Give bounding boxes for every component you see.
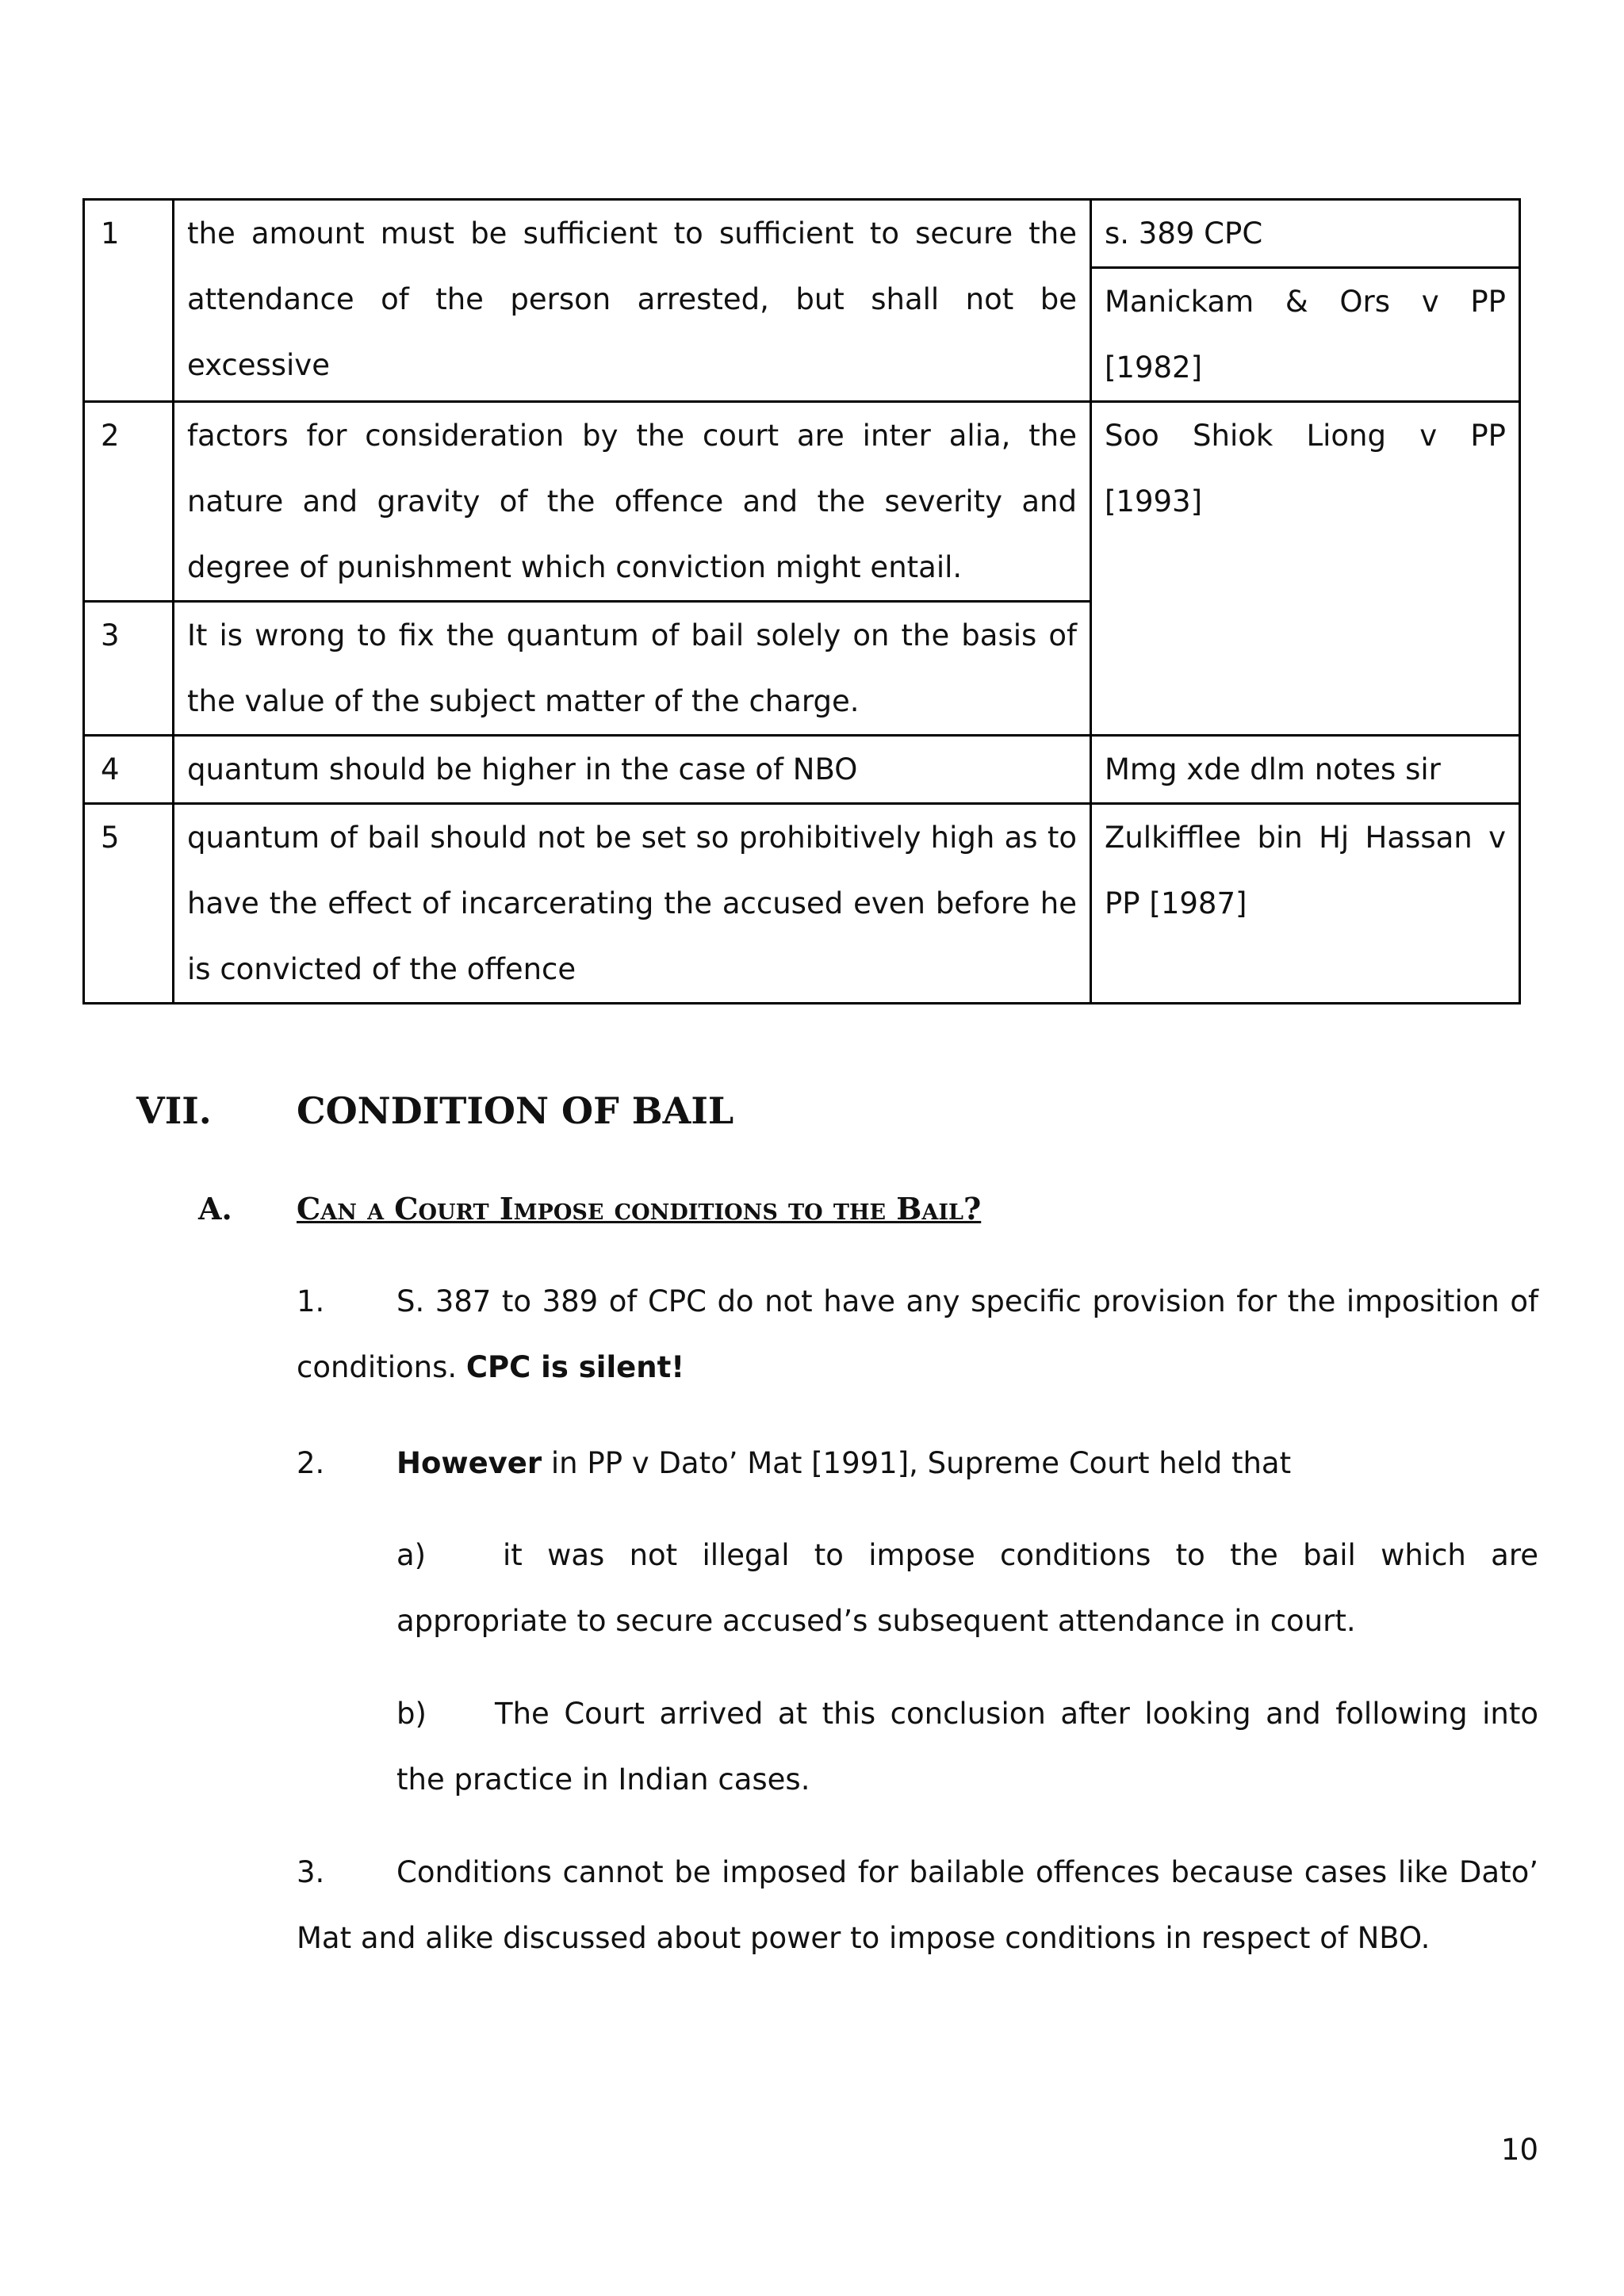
section-title: CONDITION OF BAIL: [297, 1089, 734, 1132]
paragraph-2b: [396, 1681, 1538, 1812]
paragraph-text: Conditions cannot be imposed for bailable offences because cases like Dato’ Mat and alike discussed about power to impose conditions in respect of NBO.: [297, 1855, 1538, 1955]
row-description: factors for consideration by the court are inter alia, the nature and gravity of the offence and the severity and degree of punishment which conviction might entail.: [174, 402, 1091, 602]
row-reference: [1091, 804, 1520, 1004]
reference-line: Zulkifflee bin Hj Hassan v: [1105, 821, 1506, 855]
reference-line: [1982]: [1105, 350, 1203, 385]
paragraph-text: The Court arrived at this conclusion after looking and following into the practice in Indian cases.: [396, 1697, 1538, 1797]
paragraph-number: 1.: [297, 1284, 325, 1318]
reference-line: [1993]: [1105, 484, 1203, 519]
paragraph-2: [297, 1430, 1538, 1496]
bail-quantum-table: [82, 198, 1521, 1004]
row-reference: s. 389 CPC: [1091, 200, 1520, 268]
paragraph-2a: [396, 1522, 1538, 1654]
page-number: 10: [1500, 2133, 1538, 2167]
row-reference: [1091, 268, 1520, 402]
paragraph-1: [297, 1269, 1538, 1400]
item-marker: a): [396, 1538, 427, 1572]
row-reference: Mmg xde dlm notes sir: [1091, 736, 1520, 804]
row-description: quantum of bail should not be set so prohibitively high as to have the effect of incarcerating the accused even before he is convicted of the offence: [174, 804, 1091, 1004]
row-description-line: attendance of the person arrested, but shall not be excessive: [187, 282, 1077, 382]
paragraph-text: in PP v Dato’ Mat [1991], Supreme Court held that: [550, 1446, 1292, 1480]
row-number: 1: [84, 200, 174, 402]
table-row: [84, 402, 1520, 602]
reference-line: Manickam & Ors v PP: [1105, 285, 1506, 319]
reference-line: PP [1987]: [1105, 886, 1247, 920]
paragraph-number: 2.: [297, 1446, 325, 1480]
row-number: 4: [84, 736, 174, 804]
row-number: 3: [84, 602, 174, 736]
section-number: VII.: [136, 1089, 212, 1132]
paragraph-3: [297, 1839, 1538, 1971]
paragraph-number: 3.: [297, 1855, 325, 1889]
reference-line: Soo Shiok Liong v PP: [1105, 419, 1506, 453]
row-number: 5: [84, 804, 174, 1004]
row-number: 2: [84, 402, 174, 602]
row-description: quantum should be higher in the case of NBO: [174, 736, 1091, 804]
item-marker: b): [396, 1697, 427, 1731]
row-description: [174, 200, 1091, 402]
row-description-line: the amount must be sufficient to sufficient to secure the: [187, 216, 1077, 251]
paragraph-text: it was not illegal to impose conditions to the bail which are appropriate to secure accused’s subsequent attendance in court.: [396, 1538, 1538, 1638]
emphasis-text: CPC is silent!: [465, 1350, 685, 1384]
row-reference: [1091, 402, 1520, 736]
emphasis-text: However: [396, 1446, 542, 1480]
row-description: It is wrong to fix the quantum of bail solely on the basis of the value of the subject matter of the charge.: [174, 602, 1091, 736]
table-row: [84, 200, 1520, 268]
subsection-title: Can a Court Impose conditions to the Bail?: [297, 1191, 982, 1226]
table-row: [84, 804, 1520, 1004]
subsection-letter: A.: [198, 1191, 232, 1226]
paragraph-text: S. 387 to 389 of CPC do not have any specific provision for the imposition of conditions.: [297, 1284, 1538, 1384]
table-row: [84, 736, 1520, 804]
